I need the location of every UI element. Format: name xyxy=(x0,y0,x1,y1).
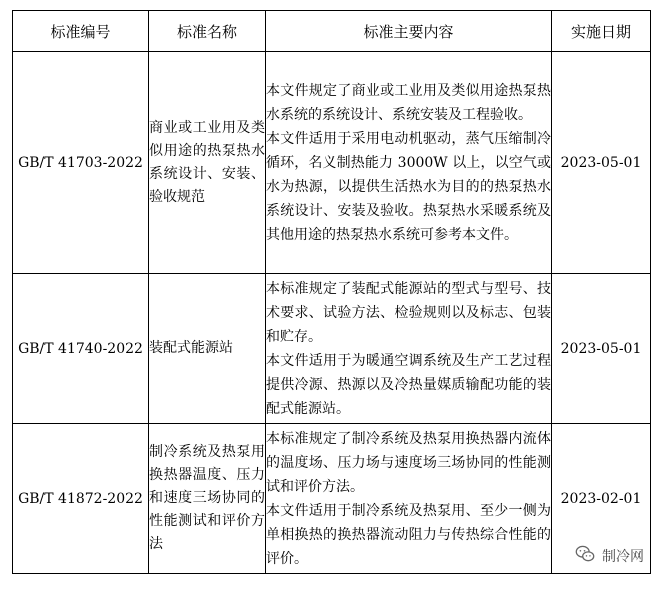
content-paragraph: 本文件适用于为暖通空调系统及生产工艺过程提供冷源、热源以及冷热量媒质输配功能的装配式能源站。 xyxy=(266,352,551,417)
standard-code: GB/T 41740-2022 xyxy=(13,274,149,424)
standard-content xyxy=(266,274,552,424)
header-row xyxy=(13,11,651,52)
standard-name: 装配式能源站 xyxy=(149,274,266,424)
header-name: 标准名称 xyxy=(149,11,266,52)
header-code: 标准编号 xyxy=(13,11,149,52)
standard-name: 商业或工业用及类似用途的热泵热水系统设计、安装、验收规范 xyxy=(149,52,266,274)
implementation-date: 2023-05-01 xyxy=(552,274,651,424)
implementation-date: 2023-05-01 xyxy=(552,52,651,274)
content-paragraph: 本标准规定了装配式能源站的型式与型号、技术要求、试验方法、检验规则以及标志、包装和贮存。 xyxy=(266,280,551,345)
standards-table xyxy=(12,10,651,574)
table-row xyxy=(13,424,651,574)
watermark-label: 制冷网 xyxy=(602,549,644,565)
standard-content xyxy=(266,424,552,574)
table-row xyxy=(13,52,651,274)
implementation-date: 2023-02-01 xyxy=(552,424,651,574)
content-paragraph: 本文件适用于采用电动机驱动，蒸气压缩制冷循环，名义制热能力 3000W 以上，以空气或水为热源，以提供生活热水为目的的热泵热水系统设计、安装及验收。热泵热水采暖系统及其他用途的热泵热水系统可参考本文件。 xyxy=(266,130,551,243)
header-date: 实施日期 xyxy=(552,11,651,52)
watermark xyxy=(570,541,648,571)
standard-code: GB/T 41872-2022 xyxy=(13,424,149,574)
standard-code: GB/T 41703-2022 xyxy=(13,52,149,274)
standard-name: 制冷系统及热泵用换热器温度、压力和速度三场协同的性能测试和评价方法 xyxy=(149,424,266,574)
content-paragraph: 本文件规定了商业或工业用及类似用途热泵热水系统的系统设计、系统安装及工程验收。 xyxy=(266,82,551,123)
content-paragraph: 本文件适用于制冷系统及热泵用、至少一侧为单相换热的换热器流动阻力与传热综合性能的评价。 xyxy=(266,502,551,567)
wechat-icon xyxy=(574,543,596,569)
table-row xyxy=(13,274,651,424)
standard-content xyxy=(266,52,552,274)
header-content: 标准主要内容 xyxy=(266,11,552,52)
content-paragraph: 本标准规定了制冷系统及热泵用换热器内流体的温度场、压力场与速度场三场协同的性能测试和评价方法。 xyxy=(266,430,551,495)
